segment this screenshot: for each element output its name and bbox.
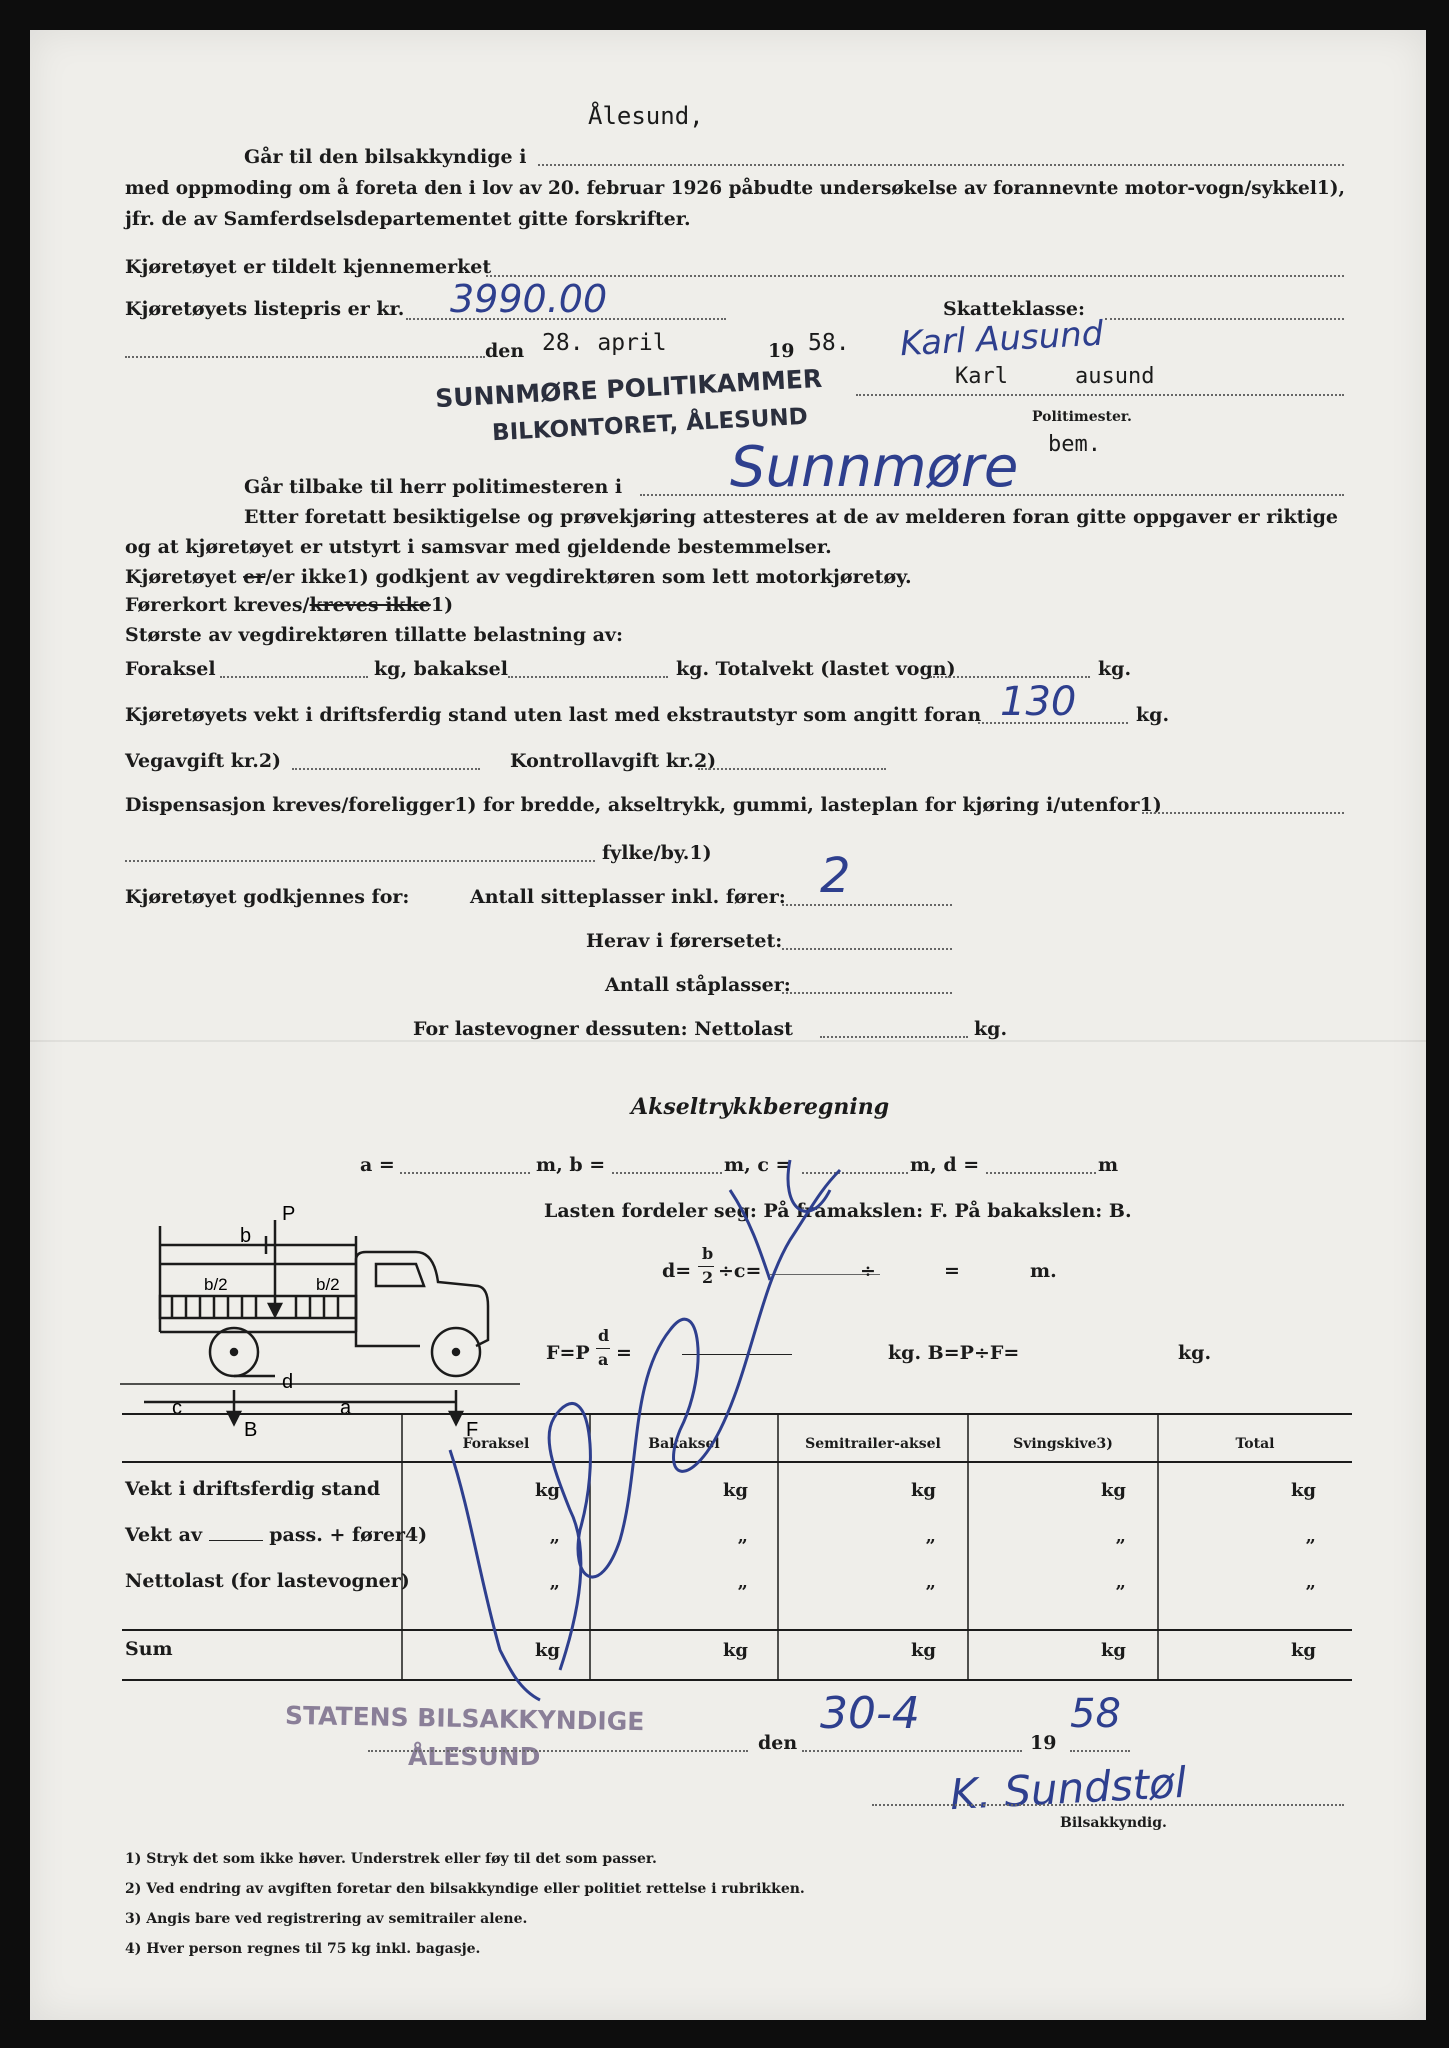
- date-place-field: [125, 356, 485, 358]
- vehicle-weight-label: Kjøretøyets vekt i driftsferdig stand uten last med ekstrautstyr som angitt foran: [125, 704, 982, 726]
- d-label: m, d =: [910, 1154, 980, 1176]
- approved-a: Kjøretøyet: [125, 566, 237, 588]
- cell-pass-front: „: [549, 1526, 560, 1547]
- diagram-label-b2-right: b/2: [316, 1275, 340, 1294]
- standing-field: [782, 992, 952, 994]
- b-label: m, b =: [536, 1154, 606, 1176]
- seats-label: Antall sitteplasser inkl. fører:: [470, 886, 786, 908]
- table-header-rear-axle: Bakaksel: [648, 1436, 720, 1452]
- control-fee-field: [698, 768, 886, 770]
- seats-handwritten: 2: [820, 848, 851, 904]
- tax-class-field: [1105, 318, 1344, 320]
- cell-net-front: „: [549, 1572, 560, 1593]
- row-label-sum: Sum: [125, 1638, 173, 1660]
- F-formula-lhs: F=P: [546, 1342, 590, 1364]
- B-formula: kg. B=P÷F=: [888, 1342, 1020, 1364]
- d-numerator: d: [598, 1326, 610, 1345]
- diagram-rear-hub: [231, 1349, 237, 1355]
- max-load-label: Største av vegdirektøren tillatte belastning av:: [125, 624, 623, 646]
- cell-operating-semi: kg: [910, 1480, 936, 1501]
- license-a: Førerkort kreves/: [125, 594, 310, 616]
- name-typed-2: ausund: [1075, 364, 1155, 389]
- road-tax-label: Vegavgift kr.2): [125, 750, 282, 772]
- attest-line2: og at kjøretøyet er utstyrt i samsvar med gjeldende bestemmelser.: [125, 536, 832, 558]
- seats-field: [782, 904, 952, 906]
- registration-plate-label: Kjøretøyet er tildelt kjennemerket: [125, 256, 492, 278]
- cell-pass-semi: „: [925, 1526, 936, 1547]
- approved-struck: er: [243, 566, 266, 588]
- date-typed: 28. april: [542, 330, 667, 356]
- police-chief-label: Politimester.: [1032, 409, 1132, 425]
- diagram-label-P: P: [282, 1203, 296, 1225]
- diagram-label-d: d: [282, 1371, 294, 1393]
- d-formula-unit: m.: [1030, 1260, 1057, 1282]
- signoff-date-handwritten: 30-4: [820, 1688, 920, 1739]
- inspector-signature-field: [872, 1804, 1344, 1806]
- city-typed: Ålesund,: [588, 102, 704, 130]
- diagram-label-F: F: [466, 1419, 479, 1440]
- cell-pass-rear: „: [737, 1526, 748, 1547]
- vehicle-weight-kg: kg.: [1136, 704, 1170, 726]
- list-price-handwritten: 3990.00: [450, 277, 608, 321]
- police-stamp-line2: BILKONTORET, ÅLESUND: [491, 403, 809, 447]
- passenger-count-field: [209, 1540, 263, 1541]
- diagram-cargo-bed: [160, 1296, 356, 1318]
- table-header-turntable: Svingskive3): [1013, 1436, 1113, 1452]
- total-weight-field: [930, 676, 1090, 678]
- table-header-total: Total: [1235, 1436, 1275, 1452]
- scrawl-stroke-left: [450, 1450, 540, 1700]
- bem-typed: bem.: [1048, 432, 1101, 457]
- dispensation-label: Dispensasjon kreves/foreligger1) for bredde, akseltrykk, gummi, lasteplan for kjøring i/utenfor1): [125, 794, 1162, 816]
- cell-net-rear: „: [737, 1572, 748, 1593]
- d-unit: m: [1098, 1154, 1119, 1176]
- signoff-den-label: den: [758, 1732, 798, 1754]
- footnote-4: 4) Hver person regnes til 75 kg inkl. bagasje.: [125, 1941, 481, 1957]
- license-c: 1): [430, 594, 454, 616]
- footnote-2: 2) Ved endring av avgiften foretar den bilsakkyndige eller politiet rettelse i rubrikken.: [125, 1881, 805, 1897]
- name-typed: Karl: [955, 364, 1008, 389]
- diagram-cab-window: [376, 1264, 424, 1286]
- document-page: [30, 30, 1426, 2020]
- control-fee-label: Kontrollavgift kr.2): [510, 750, 717, 772]
- county-label: fylke/by.1): [602, 842, 712, 864]
- vehicle-weight-handwritten: 130: [1000, 679, 1077, 725]
- signoff-date-field: [802, 1750, 1022, 1752]
- cell-sum-rear: kg: [722, 1640, 748, 1661]
- cell-sum-turn: kg: [1100, 1640, 1126, 1661]
- rear-axle-field: [508, 676, 668, 678]
- date-den-label: den: [485, 340, 525, 362]
- return-label: Går tilbake til herr politimesteren i: [244, 476, 623, 498]
- front-axle-label: Foraksel: [125, 658, 216, 680]
- a-denominator: a: [598, 1350, 609, 1369]
- license-struck: kreves ikke: [309, 594, 431, 616]
- net-load-kg: kg.: [974, 1018, 1008, 1040]
- driver-seat-label: Herav i førersetet:: [586, 930, 783, 952]
- net-load-label: For lastevogner dessuten: Nettolast: [413, 1018, 793, 1040]
- cell-operating-rear: kg: [722, 1480, 748, 1501]
- footnote-1: 1) Stryk det som ikke høver. Understrek eller føy til det som passer.: [125, 1851, 657, 1867]
- table-header-semitrailer: Semitrailer-aksel: [805, 1436, 941, 1452]
- request-line: med oppmoding om å foreta den i lov av 20. februar 1926 påbudte undersøkelse av forannevnte motor-vogn/sykkel1),: [125, 178, 1345, 199]
- cell-net-semi: „: [925, 1572, 936, 1593]
- cell-operating-front: kg: [534, 1480, 560, 1501]
- statens-stamp-line1: STATENS BILSAKKYNDIGE: [284, 1700, 645, 1737]
- cell-net-turn: „: [1115, 1572, 1126, 1593]
- bleed-through-reverse-side: [1070, 30, 1426, 2020]
- table-header-front-axle: Foraksel: [462, 1436, 530, 1452]
- a-label: a =: [360, 1154, 395, 1176]
- signoff-year-handwritten: 58: [1070, 1691, 1121, 1737]
- cell-operating-total: kg: [1290, 1480, 1316, 1501]
- front-axle-field: [220, 676, 368, 678]
- cell-sum-total: kg: [1290, 1640, 1316, 1661]
- B-formula-kg: kg.: [1178, 1342, 1212, 1364]
- row-label-operating-weight: Vekt i driftsferdig stand: [125, 1478, 381, 1500]
- tax-class-label: Skatteklasse:: [943, 298, 1086, 320]
- signoff-place-field: [368, 1750, 748, 1752]
- diagram-P-arrowhead: [269, 1304, 281, 1316]
- county-field: [125, 860, 595, 862]
- year-typed: 58.: [808, 330, 850, 356]
- d-formula-lhs: d=: [662, 1260, 692, 1282]
- cell-net-total: „: [1305, 1572, 1316, 1593]
- cell-pass-total: „: [1305, 1526, 1316, 1547]
- net-load-field: [820, 1036, 968, 1038]
- rear-axle-label: kg, bakaksel: [374, 658, 508, 680]
- total-weight-label: kg. Totalvekt (lastet vogn): [676, 658, 956, 680]
- attest-line1: Etter foretatt besiktigelse og prøvekjøring attesteres at de av melderen foran gitte oppgaver er riktige: [244, 506, 1339, 528]
- approved-b: /er ikke1) godkjent av vegdirektøren som lett motorkjøretøy.: [265, 566, 912, 588]
- d-field: [986, 1172, 1096, 1174]
- total-weight-kg: kg.: [1098, 658, 1132, 680]
- inspector-label: Bilsakkyndig.: [1060, 1815, 1167, 1831]
- row-label-net-load: Nettolast (for lastevogner): [125, 1570, 410, 1592]
- signoff-year-prefix: 19: [1030, 1732, 1057, 1754]
- approved-line: [125, 568, 912, 587]
- c-label: m, c =: [724, 1154, 792, 1176]
- road-tax-field: [292, 768, 480, 770]
- d-formula-div: ÷: [860, 1260, 876, 1282]
- license-line: [125, 596, 453, 615]
- handwritten-cancel-scrawl: [430, 1130, 870, 1710]
- load-distribution-text: Lasten fordeler seg: På framakslen: F. På bakakslen: B.: [544, 1200, 1132, 1222]
- standing-label: Antall ståplasser:: [605, 974, 791, 996]
- d-formula-eq: =: [944, 1260, 960, 1282]
- cell-sum-front: kg: [534, 1640, 560, 1661]
- diagram-label-b: b: [240, 1225, 252, 1247]
- dispensation-field: [1142, 812, 1344, 814]
- row-passengers-b: pass. + fører4): [269, 1524, 428, 1546]
- sent-to-field: [538, 164, 1344, 166]
- b-numerator: b: [702, 1244, 714, 1263]
- registration-plate-field: [486, 275, 1344, 277]
- cell-pass-turn: „: [1115, 1526, 1126, 1547]
- year-prefix: 19: [768, 340, 795, 362]
- cell-sum-semi: kg: [910, 1640, 936, 1661]
- two-denominator: 2: [702, 1268, 714, 1287]
- footnote-3: 3) Angis bare ved registrering av semitrailer alene.: [125, 1911, 528, 1927]
- cell-operating-turn: kg: [1100, 1480, 1126, 1501]
- row-label-passengers: [125, 1526, 427, 1545]
- inspector-signature: K. Sundstøl: [948, 1757, 1188, 1820]
- return-handwritten: Sunnmøre: [730, 435, 1019, 500]
- police-stamp-line1: SUNNMØRE POLITIKAMMER: [434, 363, 823, 414]
- list-price-label: Kjøretøyets listepris er kr.: [125, 298, 405, 320]
- diagram-label-b2-left: b/2: [204, 1275, 228, 1294]
- signoff-year-field: [1070, 1750, 1130, 1752]
- diagram-label-a: a: [340, 1397, 352, 1419]
- scrawl-stroke-main: [549, 1170, 840, 1670]
- sent-to-label: Går til den bilsakkyndige i: [244, 146, 527, 168]
- row-passengers-a: Vekt av: [125, 1524, 202, 1546]
- diagram-label-B: B: [244, 1419, 258, 1440]
- regulations-line: jfr. de av Samferdselsdepartementet gitte forskrifter.: [125, 208, 691, 230]
- statens-stamp-line2: ÅLESUND: [408, 1742, 541, 1771]
- approved-for-label: Kjøretøyet godkjennes for:: [125, 886, 410, 908]
- police-signature: Karl Ausund: [899, 313, 1105, 365]
- diagram-label-c: c: [172, 1397, 182, 1419]
- police-signature-field: [856, 394, 1344, 396]
- F-formula-eq: =: [616, 1342, 632, 1364]
- minus-c: ÷c=: [718, 1260, 762, 1282]
- axle-calc-title: Akseltrykkberegning: [631, 1094, 890, 1120]
- driver-seat-field: [782, 948, 952, 950]
